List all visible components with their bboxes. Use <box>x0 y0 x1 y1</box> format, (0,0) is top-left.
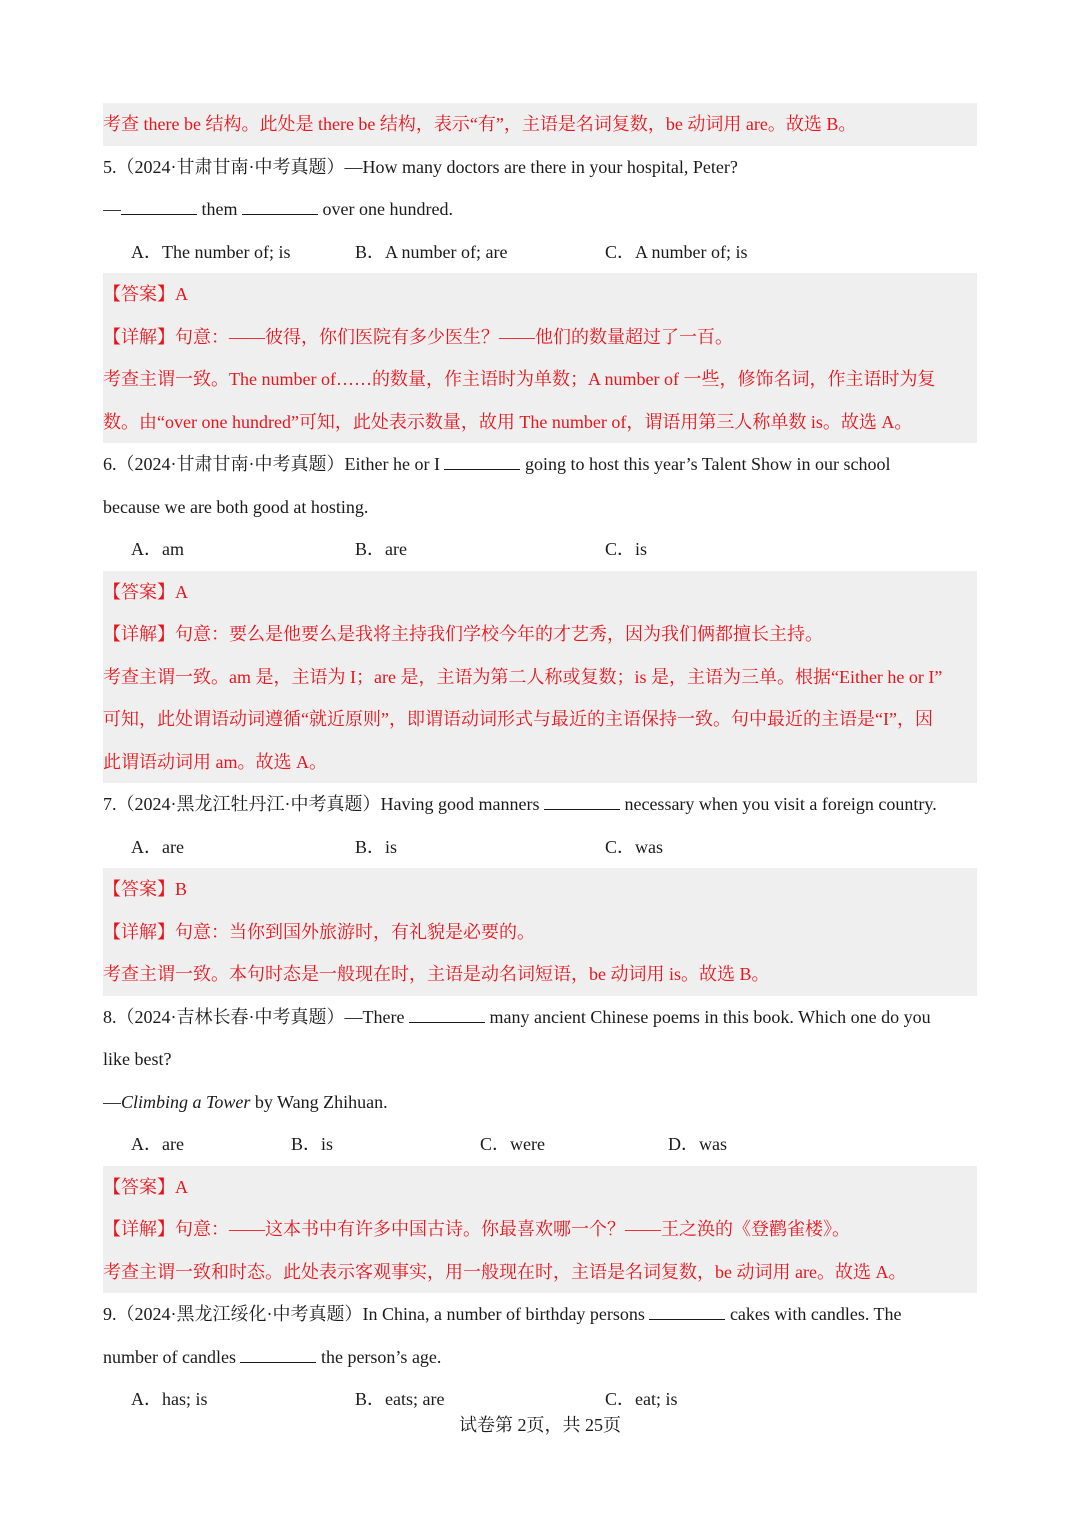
blank <box>649 1305 725 1320</box>
option-d: D．was <box>668 1134 727 1154</box>
option-c: C．A number of; is <box>605 241 748 262</box>
q6-explanation <box>103 571 977 784</box>
option-b: B．is <box>291 1134 334 1154</box>
q6-options <box>103 528 977 571</box>
option-c: C．eat; is <box>605 1389 678 1409</box>
option-a: A．The number of; is <box>131 241 291 262</box>
option-b: B．is <box>355 836 398 857</box>
blank <box>409 1008 485 1023</box>
analysis: 数。由“over one hundred”可知，此处表示数量，故用 The number of，谓语用第三人称单数 is。故选 A。 <box>103 411 913 432</box>
q5-line2: — them over one hundred. <box>103 199 453 219</box>
detail: 【详解】句意：——彼得，你们医院有多少医生？——他们的数量超过了一百。 <box>103 326 733 347</box>
q8-stem: 8.（2024·吉林长春·中考真题）—There many ancient Chinese poems in this book. Which one do you <box>103 1006 931 1027</box>
blank <box>544 795 620 810</box>
option-a: A．am <box>131 539 184 559</box>
blank <box>121 200 197 215</box>
option-c: C．were <box>480 1134 545 1154</box>
analysis: 考查主谓一致。本句时态是一般现在时，主语是动名词短语，be 动词用 is。故选 B。 <box>103 964 770 984</box>
analysis: 考查主谓一致。The number of……的数量，作主语时为单数；A number of 一些，修饰名词，作主语时为复 <box>103 369 936 389</box>
q9-stem: 9.（2024·黑龙江绥化·中考真题）In China, a number of birthday persons cakes with candles. The <box>103 1304 902 1324</box>
q8-reply: —Climbing a Tower by Wang Zhihuan. <box>103 1091 388 1112</box>
blank <box>444 455 520 470</box>
analysis: 考查主谓一致和时态。此处表示客观事实，用一般现在时，主语是名词复数，be 动词用 are。故选 A。 <box>103 1261 907 1282</box>
q8-options <box>103 1123 977 1166</box>
option-c: C．is <box>605 539 648 559</box>
q7-stem: 7.（2024·黑龙江牡丹江·中考真题）Having good manners necessary when you visit a foreign country. <box>103 794 937 814</box>
detail: 【详解】句意：——这本书中有许多中国古诗。你最喜欢哪一个？——王之涣的《登鹳雀楼》。 <box>103 1219 850 1239</box>
answer: 【答案】A <box>103 1176 188 1197</box>
option-b: B．are <box>355 539 407 559</box>
q5-stem: 5.（2024·甘肃甘南·中考真题）—How many doctors are there in your hospital, Peter? <box>103 156 738 177</box>
page-footer: 试卷第 2页，共 25页 <box>459 1415 621 1435</box>
blank <box>242 200 318 215</box>
detail: 【详解】句意：要么是他要么是我将主持我们学校今年的才艺秀，因为我们俩都擅长主持。 <box>103 624 823 644</box>
option-b: B．A number of; are <box>355 241 508 262</box>
detail: 【详解】句意：当你到国外旅游时，有礼貌是必要的。 <box>103 921 535 942</box>
q6-stem-line2: because we are both good at hosting. <box>103 496 369 517</box>
prev-analysis: 考查 there be 结构。此处是 there be 结构，表示“有”，主语是名词复数，be 动词用 are。故选 B。 <box>103 103 977 146</box>
option-a: A．are <box>131 836 184 857</box>
q9-stem-line2: number of candles the person’s age. <box>103 1346 442 1367</box>
option-a: A．are <box>131 1134 184 1154</box>
q7-options <box>103 826 977 869</box>
analysis: 可知，此处谓语动词遵循“就近原则”，即谓语动词形式与最近的主语保持一致。句中最近的主语是“I”，因 <box>103 709 933 729</box>
q5-explanation <box>103 273 977 443</box>
analysis: 此谓语动词用 am。故选 A。 <box>103 751 327 772</box>
q7-explanation <box>103 868 977 996</box>
page-content <box>103 103 977 1421</box>
option-c: C．was <box>605 836 663 857</box>
answer: 【答案】A <box>103 581 188 602</box>
analysis: 考查主谓一致。am 是，主语为 I；are 是，主语为第二人称或复数；is 是，主语为三单。根据“Either he or I” <box>103 666 943 687</box>
blank <box>240 1348 316 1363</box>
q5-options <box>103 231 977 274</box>
q6-stem: 6.（2024·甘肃甘南·中考真题）Either he or I going to host this year’s Talent Show in our school <box>103 454 891 474</box>
q8-explanation <box>103 1166 977 1294</box>
q8-stem-line2: like best? <box>103 1049 172 1069</box>
option-b: B．eats; are <box>355 1389 445 1409</box>
answer: 【答案】B <box>103 879 188 899</box>
option-a: A．has; is <box>131 1389 208 1409</box>
answer: 【答案】A <box>103 284 188 304</box>
